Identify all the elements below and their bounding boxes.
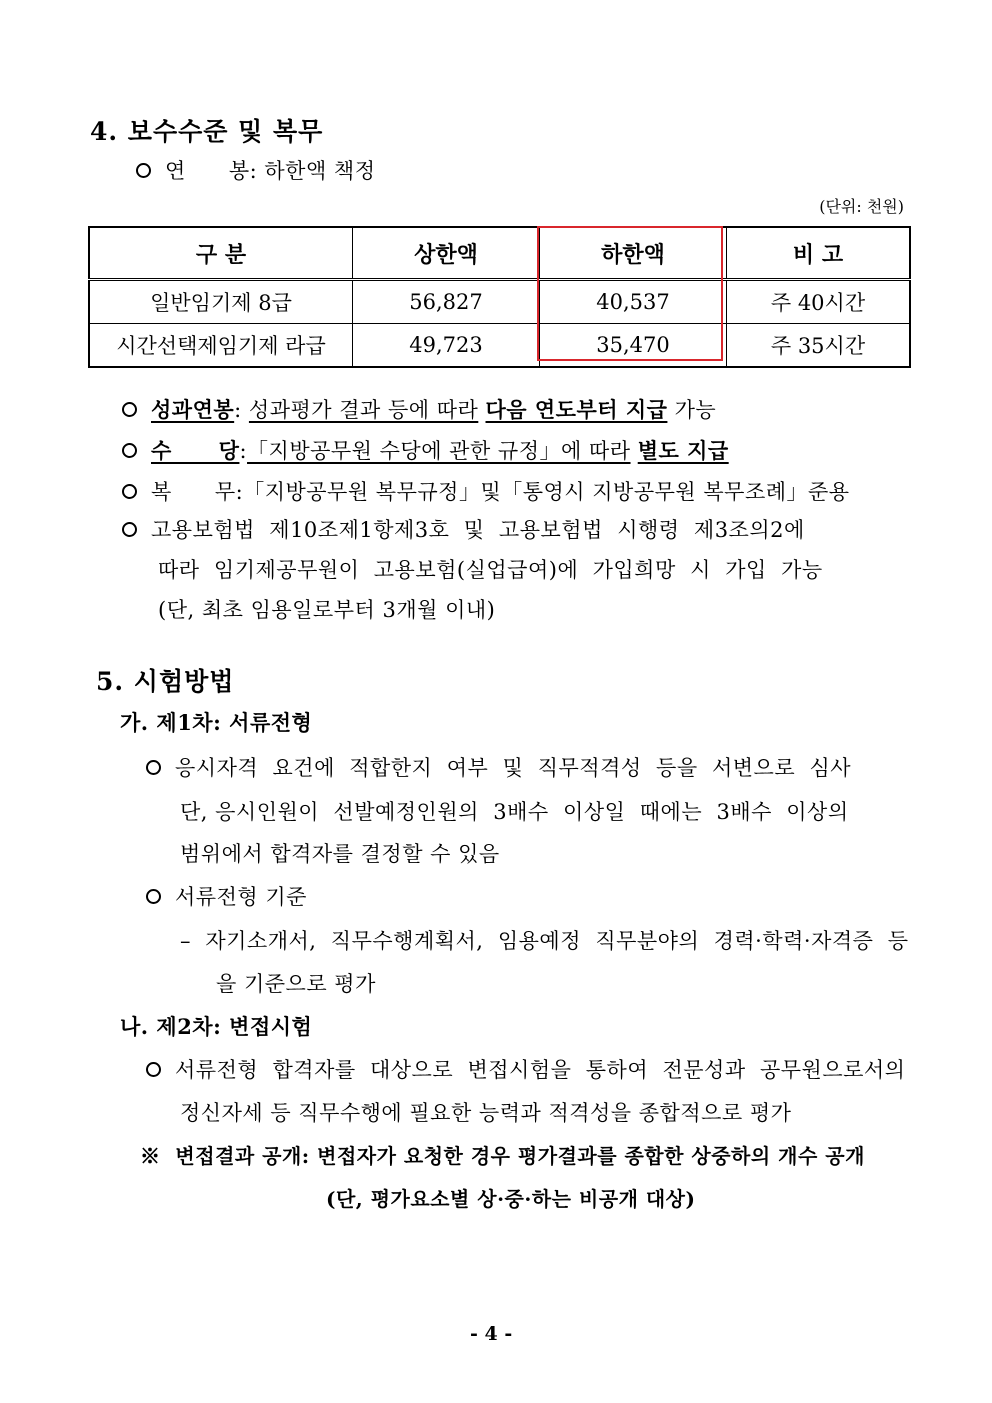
header-upper-limit: 상한액 xyxy=(353,227,540,280)
service-line xyxy=(122,476,850,506)
step1-bullet1-text1: 응시자격 요건에 적합한지 여부 및 직무적격성 등을 서변으로 심사 xyxy=(175,756,852,780)
insurance-text-2: 따라 임기제공무원이 고용보험(실업급여)에 가입희망 시 가입 가능 xyxy=(158,558,823,582)
table-row xyxy=(89,324,910,368)
page-number: - 4 - xyxy=(470,1323,513,1345)
step1-bullet2-line xyxy=(146,881,307,911)
hollow-circle-bullet-icon xyxy=(146,889,161,904)
performance-colon: : xyxy=(234,398,242,422)
performance-text1: 성과평가 결과 등에 따라 xyxy=(248,398,479,422)
performance-label: 성과연봉 xyxy=(151,397,235,422)
step1-bullet1-line1 xyxy=(146,752,851,782)
cell-category: 시간선택제임기제 라급 xyxy=(89,324,353,368)
salary-table xyxy=(88,226,911,368)
cell-remarks: 주 35시간 xyxy=(727,324,911,368)
cell-lower: 35,470 xyxy=(540,324,727,368)
section4-title: 4. 보수수준 및 복무 xyxy=(90,117,324,146)
hollow-circle-bullet-icon xyxy=(122,522,137,537)
cell-category: 일반임기제 8급 xyxy=(89,280,353,324)
allowance-text1: 「지방공무원 수당에 관한 규정」에 따라 xyxy=(247,439,631,463)
allowance-label: 수 당 xyxy=(151,438,240,463)
header-category: 구 분 xyxy=(89,227,353,280)
step1-dash-line1: – 자기소개서, 직무수행계획서, 임용예정 직무분야의 경력·학력·자격증 등 xyxy=(180,929,909,953)
cell-remarks: 주 40시간 xyxy=(727,280,911,324)
step1-bullet1-text3: 범위에서 합격자를 결정할 수 있음 xyxy=(180,842,500,866)
step2-title: 나. 제2차: 변접시험 xyxy=(120,1014,313,1039)
insurance-text-3: (단, 최초 임용일로부터 3개월 이내) xyxy=(158,598,496,622)
hollow-circle-bullet-icon xyxy=(122,402,137,417)
hollow-circle-bullet-icon xyxy=(122,443,137,458)
hollow-circle-bullet-icon xyxy=(122,484,137,499)
cell-upper: 56,827 xyxy=(353,280,540,324)
table-header-row xyxy=(89,227,910,280)
hollow-circle-bullet-icon xyxy=(146,1062,161,1077)
step2-bullet1-line1 xyxy=(146,1054,905,1084)
interview-result-note-line1: ※ 변접결과 공개: 변접자가 요청한 경우 평가결과를 종합한 상중하의 개수 공개 xyxy=(140,1144,865,1168)
performance-pay-line xyxy=(122,394,716,424)
cell-lower: 40,537 xyxy=(540,280,727,324)
cell-upper: 49,723 xyxy=(353,324,540,368)
hollow-circle-bullet-icon xyxy=(146,760,161,775)
interview-result-note-line2: (단, 평가요소별 상·중·하는 비공개 대상) xyxy=(326,1187,696,1211)
salary-label: 연 봉: xyxy=(165,159,258,183)
step2-bullet1-text1: 서류전형 합격자를 대상으로 변접시험을 통하여 전문성과 공무원으로서의 xyxy=(175,1058,906,1082)
step1-title: 가. 제1차: 서류전형 xyxy=(120,710,313,735)
insurance-text-1: 고용보험법 제10조제1항제3호 및 고용보험법 시행령 제3조의2에 xyxy=(151,518,805,542)
performance-text2: 다음 연도부터 지급 xyxy=(485,397,668,422)
step1-bullet2-text: 서류전형 기준 xyxy=(175,885,307,909)
insurance-line-1 xyxy=(122,514,908,544)
section5-title: 5. 시험방법 xyxy=(96,667,235,696)
table-row xyxy=(89,280,910,324)
hollow-circle-bullet-icon xyxy=(136,163,151,178)
salary-value: 하한액 책정 xyxy=(264,159,376,183)
step2-bullet1-text2: 정신자세 등 직무수행에 필요한 능력과 적격성을 종합적으로 평가 xyxy=(180,1101,792,1125)
step1-dash-line2: 을 기준으로 평가 xyxy=(216,972,376,996)
allowance-colon: : xyxy=(239,439,248,463)
header-remarks: 비 고 xyxy=(727,227,911,280)
step1-bullet1-text2: 단, 응시인원이 선발예정인원의 3배수 이상일 때에는 3배수 이상의 xyxy=(180,800,849,824)
service-text: 복 무:「지방공무원 복무규정」및「통영시 지방공무원 복무조례」준용 xyxy=(151,480,850,504)
salary-line xyxy=(136,155,376,185)
performance-text3: 가능 xyxy=(674,398,717,422)
allowance-line xyxy=(122,435,729,465)
unit-label: (단위: 천원) xyxy=(819,197,904,216)
header-lower-limit: 하한액 xyxy=(540,227,727,280)
allowance-text2: 별도 지급 xyxy=(637,438,729,463)
lower-limit-highlight-box xyxy=(537,226,723,361)
